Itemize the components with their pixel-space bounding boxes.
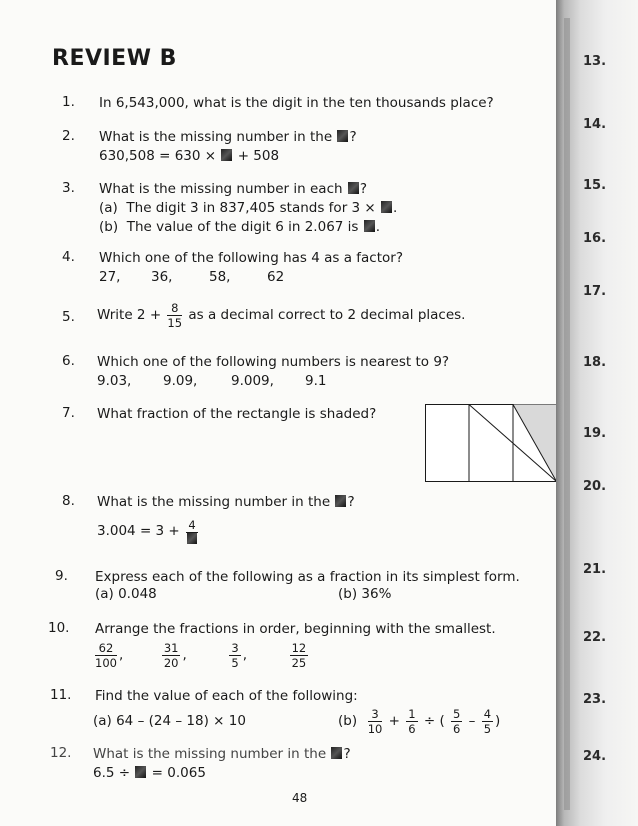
question-5-text — [97, 300, 465, 330]
denominator: 100 — [95, 655, 117, 670]
missing-box-icon — [348, 182, 359, 194]
missing-box-icon — [381, 201, 392, 213]
question-12-equation-a: 6.5 ÷ — [93, 765, 131, 781]
question-11-text: Find the value of each of the following: — [95, 688, 358, 704]
side-number: 22. — [583, 630, 607, 645]
question-3-text — [99, 180, 397, 237]
fraction — [162, 641, 181, 670]
denominator: 6 — [408, 721, 416, 736]
question-6-prompt: Which one of the following numbers is nearest to 9? — [97, 354, 450, 370]
question-9b: (b) 36% — [338, 586, 392, 602]
question-10-fractions — [93, 638, 310, 672]
denominator: 10 — [367, 721, 383, 736]
option: 27, — [99, 269, 121, 285]
option: 58, — [209, 269, 231, 285]
question-number: 9. — [55, 568, 68, 584]
separator: , — [242, 647, 247, 663]
question-number: 6. — [62, 353, 75, 369]
question-mark: ? — [347, 494, 355, 510]
question-mark: ? — [349, 129, 357, 145]
period: . — [375, 219, 381, 235]
fraction — [186, 518, 198, 544]
numerator: 12 — [291, 640, 307, 655]
question-6-text — [97, 353, 449, 391]
denominator: 25 — [291, 655, 307, 670]
question-mark: ? — [359, 181, 368, 197]
operator: ÷ ( — [423, 713, 445, 729]
question-3a-text: The digit 3 in 837,405 stands for 3 × — [126, 200, 376, 216]
option: 9.1 — [305, 373, 327, 389]
operator: ) — [495, 713, 501, 729]
option: 9.009, — [231, 373, 274, 389]
question-8-equation — [97, 516, 200, 546]
question-12-equation-b: = 0.065 — [151, 765, 206, 781]
separator: , — [118, 647, 124, 663]
question-11b — [338, 704, 500, 738]
question-mark: ? — [343, 746, 351, 762]
question-9-text: Express each of the following as a fraction in its simplest form. — [95, 569, 520, 585]
denominator: 15 — [167, 315, 183, 330]
question-7-text: What fraction of the rectangle is shaded? — [97, 406, 377, 422]
fraction — [482, 707, 493, 736]
page-title: REVIEW B — [52, 46, 177, 71]
numerator: 4 — [186, 518, 198, 533]
denominator: 5 — [231, 655, 239, 670]
side-number: 13. — [583, 54, 607, 69]
fraction — [167, 301, 182, 330]
missing-box-icon — [331, 747, 342, 759]
side-number: 20. — [583, 479, 607, 494]
missing-box-icon — [135, 766, 146, 778]
question-number: 12. — [50, 745, 72, 761]
question-11a: (a) 64 – (24 – 18) × 10 — [93, 713, 246, 729]
question-number: 5. — [62, 309, 75, 325]
numerator: 3 — [231, 640, 239, 655]
option: 62 — [267, 269, 285, 285]
question-number: 8. — [62, 493, 75, 509]
question-10-text: Arrange the fractions in order, beginning with the smallest. — [95, 621, 496, 637]
fraction — [368, 707, 383, 736]
missing-box-icon — [221, 149, 232, 161]
fraction — [406, 707, 417, 736]
question-number: 3. — [62, 180, 75, 196]
denominator: 5 — [483, 721, 492, 736]
question-3b-text: The value of the digit 6 in 2.067 is — [126, 219, 359, 235]
part-label: (b) — [338, 713, 358, 729]
numerator: 5 — [453, 706, 461, 721]
numerator: 8 — [167, 301, 182, 316]
option: 36, — [151, 269, 173, 285]
question-9a: (a) 0.048 — [95, 586, 157, 602]
question-2-prompt: What is the missing number in the — [99, 129, 333, 145]
missing-box-icon — [187, 533, 197, 544]
question-number: 4. — [62, 249, 75, 265]
option: 9.09, — [163, 373, 198, 389]
question-4-prompt: Which one of the following has 4 as a factor? — [99, 250, 403, 266]
numerator: 1 — [408, 706, 416, 721]
question-2-equation-b: + 508 — [237, 148, 280, 164]
question-2-equation-a: 630,508 = 630 × — [99, 148, 217, 164]
operator: – — [468, 713, 476, 729]
question-number: 2. — [62, 128, 75, 144]
numerator: 62 — [95, 641, 117, 656]
question-8-prompt: What is the missing number in the — [97, 494, 331, 510]
denominator — [186, 533, 198, 544]
separator: , — [182, 647, 187, 663]
side-number: 21. — [583, 562, 607, 577]
question-12-prompt: What is the missing number in the — [93, 746, 327, 762]
question-12-text — [93, 745, 351, 783]
page-number: 48 — [292, 791, 308, 805]
option: 9.03, — [97, 373, 132, 389]
part-label: (a) — [99, 200, 118, 216]
side-number: 23. — [583, 692, 607, 707]
missing-box-icon — [335, 495, 346, 507]
numerator: 3 — [368, 707, 383, 722]
question-5-suffix: as a decimal correct to 2 decimal places. — [188, 307, 466, 323]
numerator: 31 — [163, 640, 179, 655]
question-5-prefix: Write 2 + — [97, 307, 162, 323]
missing-box-icon — [337, 130, 348, 142]
operator: + — [388, 713, 400, 729]
side-number: 14. — [583, 117, 607, 132]
side-number: 17. — [583, 284, 607, 299]
question-number: 10. — [48, 620, 70, 636]
denominator: 20 — [163, 655, 179, 670]
question-8-equation-text: 3.004 = 3 + — [97, 523, 180, 539]
question-1-text: In 6,543,000, what is the digit in the ten thousands place? — [99, 95, 494, 111]
denominator: 6 — [453, 721, 461, 736]
side-number: 24. — [583, 749, 607, 764]
side-number: 16. — [583, 231, 607, 246]
question-4-text — [99, 249, 403, 287]
period: . — [393, 200, 398, 216]
fraction — [229, 641, 240, 670]
question-3-prompt: What is the missing number in each — [99, 181, 343, 197]
fraction — [95, 641, 117, 670]
numerator: 4 — [483, 706, 492, 721]
fraction — [290, 641, 309, 670]
part-label: (b) — [99, 219, 119, 235]
side-number: 19. — [583, 426, 607, 441]
missing-box-icon — [364, 220, 375, 232]
side-number: 18. — [583, 355, 607, 370]
question-number: 11. — [50, 687, 72, 703]
shaded-rectangle-figure — [425, 404, 557, 482]
fraction — [451, 707, 462, 736]
question-number: 7. — [62, 405, 75, 421]
question-8-text — [97, 493, 355, 512]
side-number: 15. — [583, 178, 607, 193]
question-2-text — [99, 128, 357, 166]
question-number: 1. — [62, 94, 75, 110]
